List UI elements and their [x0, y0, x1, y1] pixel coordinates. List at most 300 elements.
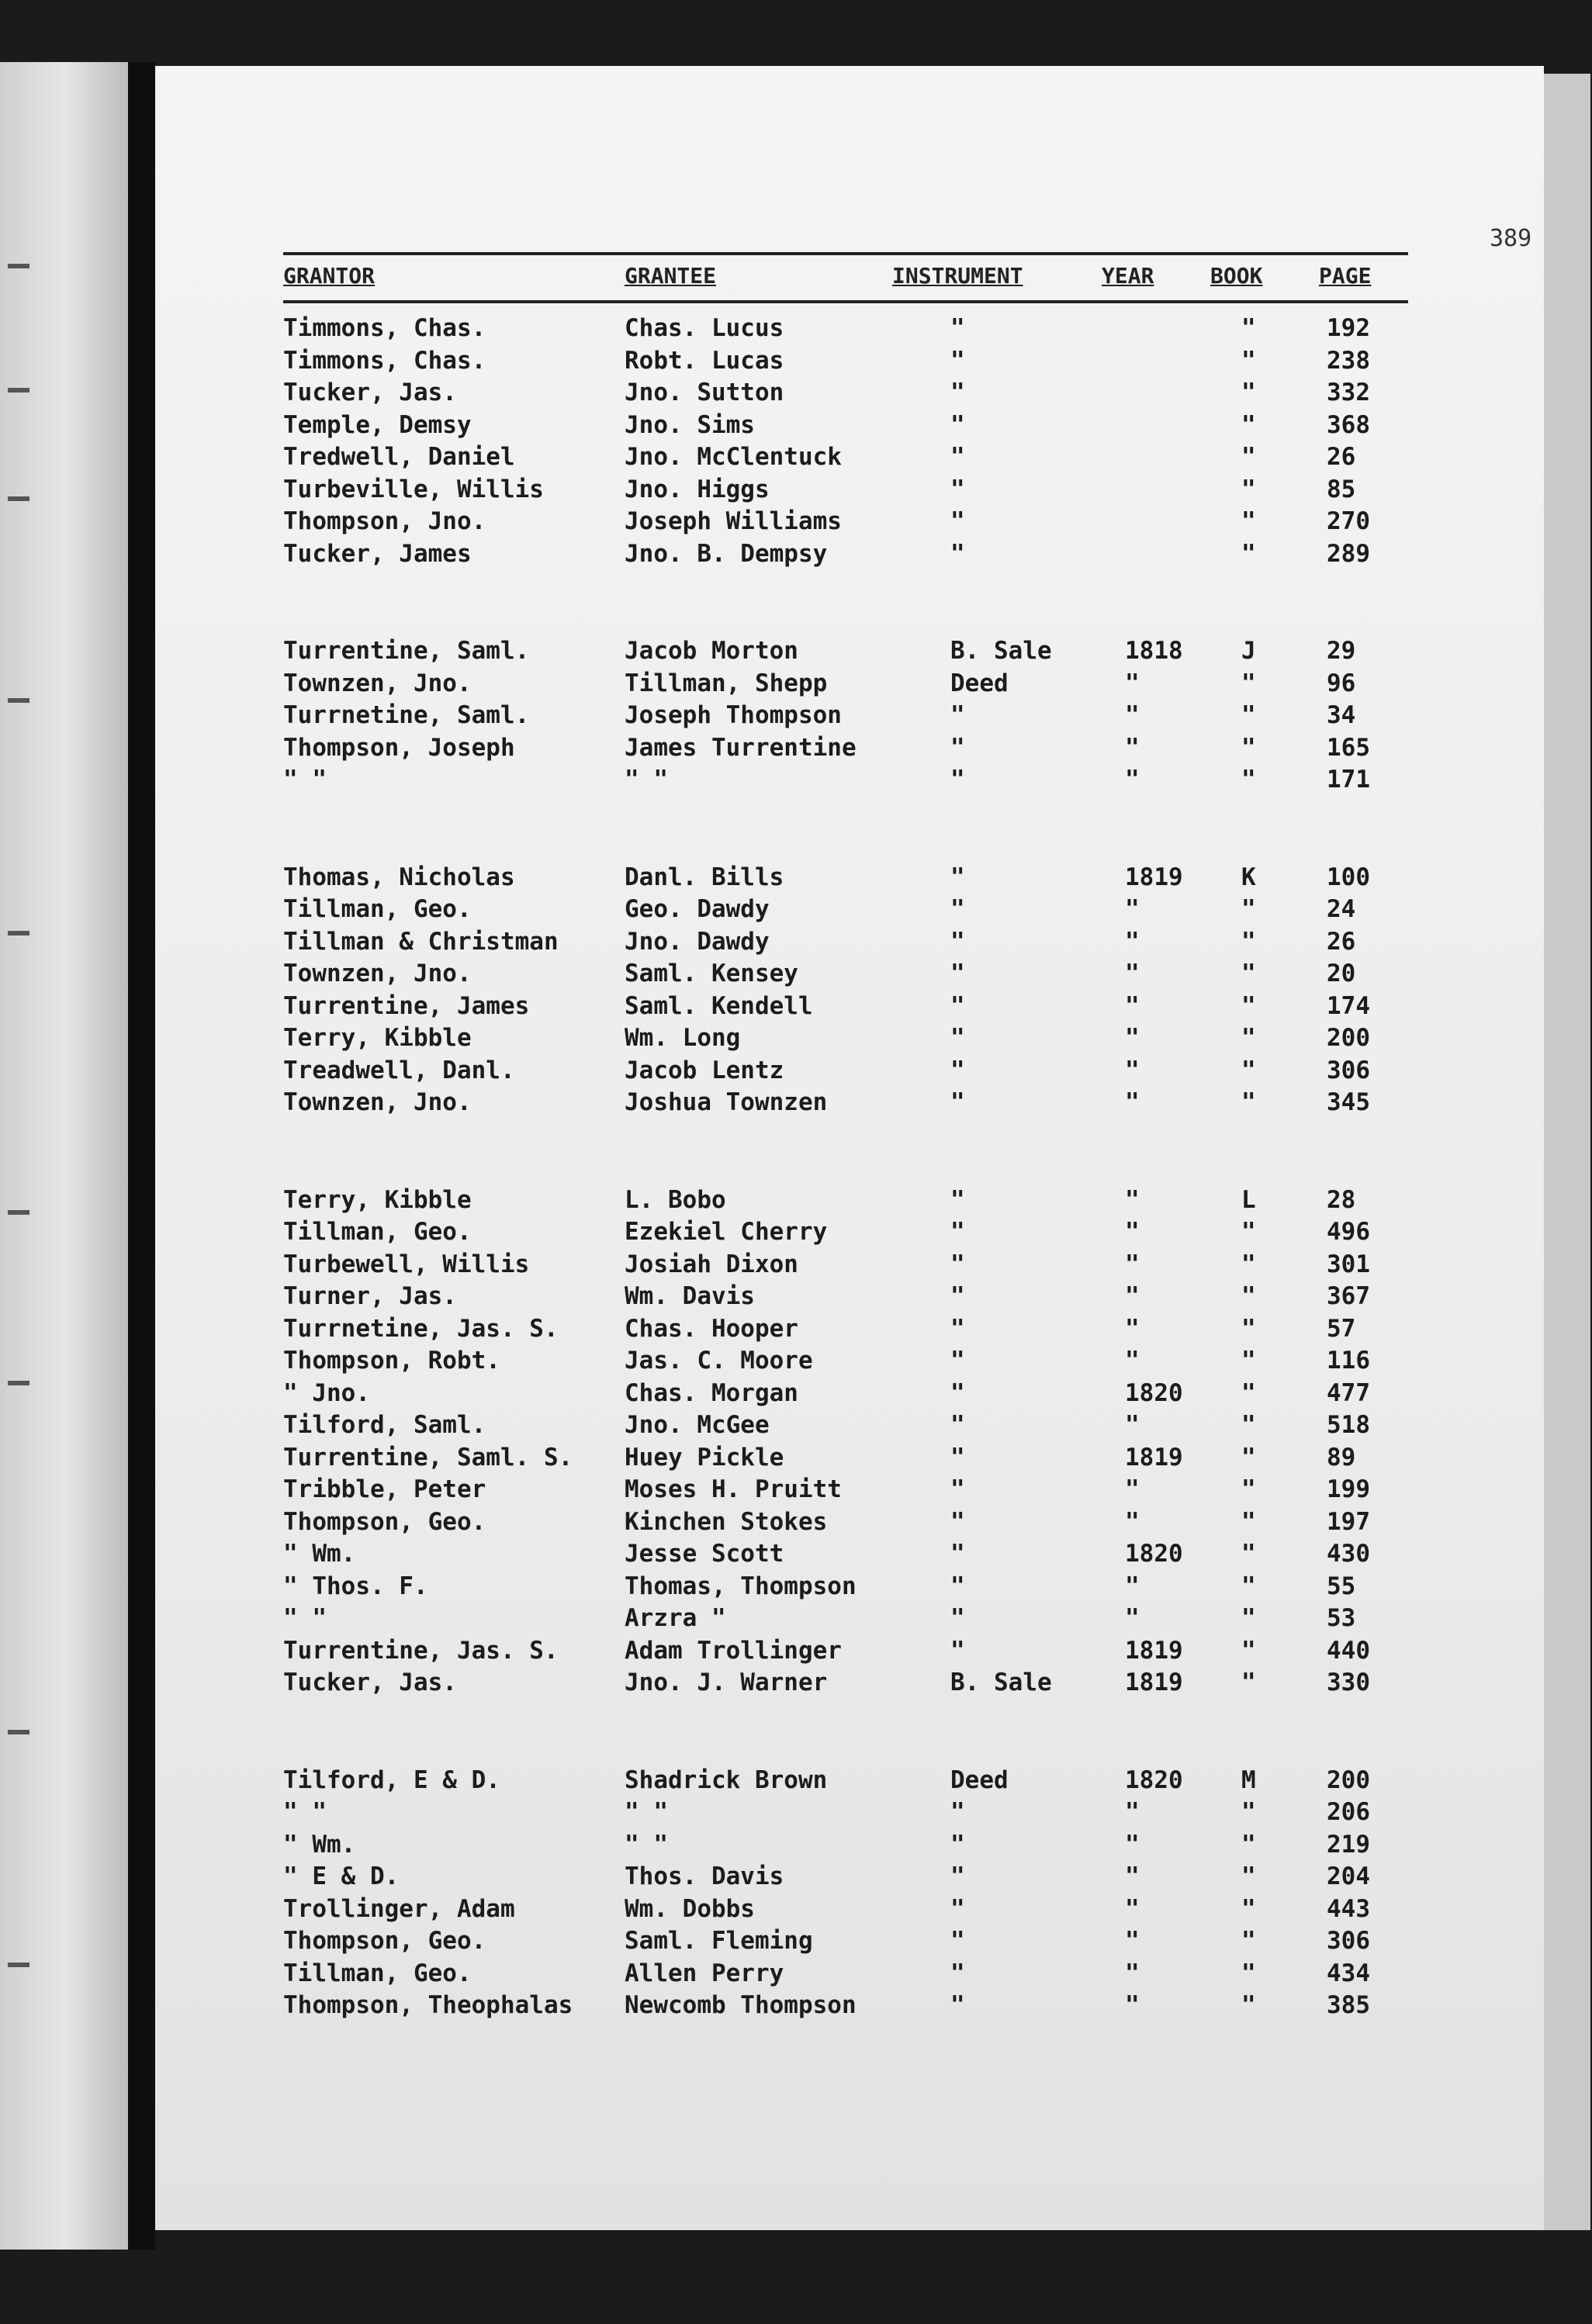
cell-grantee: Saml. Kendell [625, 991, 813, 1020]
cell-instrument: " [950, 927, 965, 956]
cell-grantee: Geo. Dawdy [625, 895, 770, 923]
cell-year: " [1125, 1862, 1140, 1890]
cell-year: 1818 [1125, 637, 1183, 665]
header-year: YEAR [1102, 263, 1154, 289]
cell-book: " [1241, 1507, 1256, 1536]
cell-book: " [1241, 669, 1256, 697]
cell-year: " [1125, 927, 1140, 956]
facing-page-mark [8, 1963, 29, 1967]
cell-grantee: Danl. Bills [625, 863, 784, 891]
table-row [283, 1379, 1447, 1410]
cell-book: " [1241, 410, 1256, 439]
header-page: PAGE [1319, 263, 1372, 289]
cell-year: " [1125, 960, 1140, 987]
cell-instrument: " [950, 960, 965, 987]
table-row [283, 1540, 1447, 1571]
cell-instrument: " [950, 539, 965, 568]
facing-page-mark [8, 1210, 29, 1215]
cell-instrument: " [950, 1798, 965, 1826]
cell-grantor: Turbeville, Willis [283, 475, 544, 503]
cell-grantee: " " [625, 1798, 668, 1826]
cell-instrument: " [950, 1540, 965, 1568]
cell-grantee: Joseph Thompson [625, 701, 842, 729]
cell-grantee: Chas. Lucus [625, 314, 784, 342]
cell-year: " [1125, 1088, 1140, 1116]
cell-grantor: Turner, Jas. [283, 1282, 457, 1310]
cell-grantor: Thompson, Theophalas [283, 1991, 573, 2019]
table-row [283, 1057, 1447, 1088]
cell-book: " [1241, 1250, 1256, 1278]
cell-book: " [1241, 733, 1256, 762]
cell-instrument: " [950, 1894, 965, 1923]
cell-book: " [1241, 701, 1256, 729]
cell-grantor: Terry, Kibble [283, 1024, 472, 1052]
cell-page: 192 [1327, 314, 1370, 342]
cell-grantee: Jacob Morton [625, 637, 798, 665]
cell-book: " [1241, 443, 1256, 471]
cell-book: K [1241, 863, 1256, 891]
cell-book: " [1241, 1056, 1256, 1084]
cell-book: " [1241, 766, 1256, 794]
cell-book: " [1241, 1540, 1256, 1568]
cell-page: 100 [1327, 863, 1370, 891]
table-row [283, 314, 1447, 345]
cell-page: 55 [1327, 1572, 1356, 1600]
cell-instrument: Deed [950, 1765, 1009, 1794]
cell-page: 332 [1327, 379, 1370, 406]
table-row [283, 1315, 1447, 1346]
cell-grantor: Thompson, Geo. [283, 1507, 486, 1536]
cell-page: 57 [1327, 1314, 1356, 1343]
cell-grantor: " Jno. [283, 1378, 370, 1407]
cell-page: 434 [1327, 1959, 1370, 1987]
cell-year: 1819 [1125, 1669, 1183, 1696]
cell-instrument: " [950, 1636, 965, 1665]
cell-year: " [1125, 669, 1140, 697]
facing-page-mark [8, 698, 29, 703]
cell-instrument: B. Sale [950, 637, 1052, 665]
cell-grantor: Townzen, Jno. [283, 669, 472, 697]
cell-year: " [1125, 701, 1140, 729]
cell-page: 238 [1327, 346, 1370, 375]
cell-grantor: Tillman, Geo. [283, 895, 472, 923]
cell-year: 1820 [1125, 1540, 1183, 1568]
cell-instrument: " [950, 1088, 965, 1116]
cell-year: " [1125, 1604, 1140, 1632]
cell-book: " [1241, 1830, 1256, 1859]
facing-page-mark [8, 1381, 29, 1385]
cell-year: " [1125, 1056, 1140, 1084]
table-row [283, 411, 1447, 442]
cell-grantor: Turrentine, Jas. S. [283, 1636, 559, 1665]
cell-grantee: Saml. Kensey [625, 960, 798, 987]
cell-instrument: " [950, 346, 965, 375]
cell-page: 443 [1327, 1894, 1370, 1923]
cell-page: 20 [1327, 960, 1356, 987]
cell-page: 345 [1327, 1088, 1370, 1116]
cell-book: " [1241, 1991, 1256, 2019]
header-grantor: GRANTOR [283, 263, 376, 289]
cell-year: " [1125, 1894, 1140, 1923]
cell-grantee: Wm. Davis [625, 1282, 755, 1310]
cell-instrument: " [950, 475, 965, 503]
table-row [283, 928, 1447, 959]
cell-instrument: " [950, 895, 965, 923]
cell-grantor: " Wm. [283, 1830, 356, 1859]
cell-grantor: Turrnetine, Jas. S. [283, 1314, 559, 1343]
cell-grantee: Arzra " [625, 1604, 726, 1632]
table-row [283, 443, 1447, 474]
cell-grantor: Turrentine, James [283, 991, 530, 1020]
cell-page: 96 [1327, 669, 1356, 697]
cell-instrument: " [950, 863, 965, 891]
cell-grantor: Tredwell, Daniel [283, 443, 515, 471]
cell-instrument: " [950, 1347, 965, 1375]
cell-grantor: Tillman & Christman [283, 927, 559, 956]
cell-grantor: Tucker, Jas. [283, 379, 457, 406]
cell-grantee: Ezekiel Cherry [625, 1218, 828, 1246]
cell-page: 200 [1327, 1765, 1370, 1794]
table-row [283, 507, 1447, 538]
table-row [283, 734, 1447, 765]
cell-page: 368 [1327, 410, 1370, 439]
cell-grantor: Tribble, Peter [283, 1475, 486, 1503]
table-row [283, 637, 1447, 668]
cell-grantor: " " [283, 1604, 327, 1632]
cell-grantor: Tillman, Geo. [283, 1959, 472, 1987]
cell-grantee: Jno. McClentuck [625, 443, 842, 471]
cell-instrument: " [950, 1282, 965, 1310]
table-row [283, 476, 1447, 507]
cell-year: " [1125, 1250, 1140, 1278]
cell-instrument: " [950, 1443, 965, 1472]
cell-grantor: Timmons, Chas. [283, 346, 486, 375]
cell-instrument: " [950, 314, 965, 342]
table-row [283, 1218, 1447, 1249]
cell-grantee: " " [625, 766, 668, 794]
cell-book: " [1241, 1572, 1256, 1600]
cell-instrument: " [950, 1218, 965, 1246]
cell-page: 204 [1327, 1862, 1370, 1890]
cell-grantee: Chas. Hooper [625, 1314, 798, 1343]
cell-grantor: Thompson, Jno. [283, 507, 486, 535]
cell-page: 174 [1327, 991, 1370, 1020]
cell-page: 26 [1327, 927, 1356, 956]
cell-page: 330 [1327, 1669, 1370, 1696]
cell-grantor: Townzen, Jno. [283, 960, 472, 987]
cell-page: 24 [1327, 895, 1356, 923]
facing-page-mark [8, 388, 29, 393]
cell-year: " [1125, 991, 1140, 1020]
cell-book: " [1241, 991, 1256, 1020]
cell-book: " [1241, 927, 1256, 956]
cell-grantee: Jno. Dawdy [625, 927, 770, 956]
cell-page: 385 [1327, 1991, 1370, 2019]
cell-grantor: " Wm. [283, 1540, 356, 1568]
cell-year: " [1125, 1024, 1140, 1052]
cell-year: " [1125, 1798, 1140, 1826]
cell-instrument: " [950, 1991, 965, 2019]
cell-book: J [1241, 637, 1256, 665]
cell-grantor: Tillman, Geo. [283, 1218, 472, 1246]
cell-instrument: " [950, 1185, 965, 1214]
cell-grantee: Thomas, Thompson [625, 1572, 857, 1600]
cell-grantor: Turrentine, Saml. S. [283, 1443, 573, 1472]
cell-grantee: Wm. Dobbs [625, 1894, 755, 1923]
cell-grantee: James Turrentine [625, 733, 857, 762]
cell-instrument: " [950, 1314, 965, 1343]
cell-grantee: L. Bobo [625, 1185, 726, 1214]
cell-book: " [1241, 1894, 1256, 1923]
cell-grantor: Turbewell, Willis [283, 1250, 530, 1278]
cell-book: " [1241, 1347, 1256, 1375]
table-row [283, 1669, 1447, 1700]
cell-book: " [1241, 475, 1256, 503]
cell-grantor: Tucker, Jas. [283, 1669, 457, 1696]
cell-book: " [1241, 1411, 1256, 1439]
cell-grantor: Townzen, Jno. [283, 1088, 472, 1116]
table-row [283, 1798, 1447, 1829]
cell-book: " [1241, 1378, 1256, 1407]
cell-instrument: " [950, 1378, 965, 1407]
table-row [283, 1347, 1447, 1378]
header-grantee: GRANTEE [625, 263, 717, 289]
cell-year: " [1125, 1927, 1140, 1955]
cell-grantee: Huey Pickle [625, 1443, 784, 1472]
table-row [283, 1862, 1447, 1893]
table-row [283, 669, 1447, 700]
cell-grantor: Turrnetine, Saml. [283, 701, 530, 729]
cell-book: " [1241, 1218, 1256, 1246]
table-row [283, 1282, 1447, 1313]
cell-instrument: " [950, 701, 965, 729]
cell-book: " [1241, 379, 1256, 406]
cell-grantee: Jno. B. Dempsy [625, 539, 828, 568]
table-row [283, 1475, 1447, 1506]
cell-grantee: Jno. Sutton [625, 379, 784, 406]
table-row [283, 1508, 1447, 1539]
cell-year: 1820 [1125, 1765, 1183, 1794]
cell-page: 430 [1327, 1540, 1370, 1568]
facing-page-mark [8, 496, 29, 501]
facing-page-edge [0, 62, 128, 2250]
cell-grantee: Jesse Scott [625, 1540, 784, 1568]
cell-year: " [1125, 1507, 1140, 1536]
cell-grantor: Thompson, Joseph [283, 733, 515, 762]
cell-year: " [1125, 1830, 1140, 1859]
cell-book: " [1241, 960, 1256, 987]
cell-year: " [1125, 1572, 1140, 1600]
cell-grantee: Josiah Dixon [625, 1250, 798, 1278]
cell-grantor: Turrentine, Saml. [283, 637, 530, 665]
cell-grantor: Tucker, James [283, 539, 472, 568]
cell-book: M [1241, 1765, 1256, 1794]
cell-book: " [1241, 1475, 1256, 1503]
cell-instrument: " [950, 1959, 965, 1987]
cell-grantor: " " [283, 766, 327, 794]
cell-page: 165 [1327, 733, 1370, 762]
cell-grantee: Shadrick Brown [625, 1765, 828, 1794]
cell-instrument: Deed [950, 669, 1009, 697]
cell-page: 197 [1327, 1507, 1370, 1536]
cell-instrument: " [950, 991, 965, 1020]
cell-book: " [1241, 1088, 1256, 1116]
cell-instrument: " [950, 1024, 965, 1052]
cell-grantor: Temple, Demsy [283, 410, 472, 439]
cell-grantee: Thos. Davis [625, 1862, 784, 1890]
cell-book: " [1241, 507, 1256, 535]
cell-book: " [1241, 1604, 1256, 1632]
cell-grantee: Moses H. Pruitt [625, 1475, 842, 1503]
table-row [283, 1250, 1447, 1281]
cell-page: 477 [1327, 1378, 1370, 1407]
cell-year: 1819 [1125, 1443, 1183, 1472]
cell-year: " [1125, 1411, 1140, 1439]
cell-book: " [1241, 346, 1256, 375]
cell-page: 89 [1327, 1443, 1356, 1472]
table-row [283, 1024, 1447, 1055]
cell-year: 1820 [1125, 1378, 1183, 1407]
page-number: 389 [1490, 225, 1532, 252]
cell-page: 28 [1327, 1185, 1356, 1214]
table-row [283, 1766, 1447, 1797]
cell-instrument: " [950, 1056, 965, 1084]
cell-grantee: Adam Trollinger [625, 1636, 842, 1665]
cell-grantee: Jno. J. Warner [625, 1669, 828, 1696]
cell-instrument: " [950, 1507, 965, 1536]
cell-page: 440 [1327, 1636, 1370, 1665]
cell-instrument: B. Sale [950, 1669, 1052, 1696]
table-row [283, 540, 1447, 571]
cell-page: 270 [1327, 507, 1370, 535]
cell-book: " [1241, 1927, 1256, 1955]
cell-instrument: " [950, 1927, 965, 1955]
cell-page: 219 [1327, 1830, 1370, 1859]
table-row [283, 1444, 1447, 1475]
cell-grantor: Tilford, Saml. [283, 1411, 486, 1439]
cell-grantee: " " [625, 1830, 668, 1859]
cell-book: " [1241, 539, 1256, 568]
cell-book: " [1241, 1282, 1256, 1310]
cell-grantor: Tilford, E & D. [283, 1765, 500, 1794]
cell-grantor: Terry, Kibble [283, 1185, 472, 1214]
cell-instrument: " [950, 1830, 965, 1859]
cell-book: " [1241, 1959, 1256, 1987]
cell-page: 34 [1327, 701, 1356, 729]
cell-year: " [1125, 1475, 1140, 1503]
table-row [283, 379, 1447, 410]
table-row [283, 1991, 1447, 2022]
cell-page: 85 [1327, 475, 1356, 503]
cell-book: " [1241, 1443, 1256, 1472]
cell-page: 171 [1327, 766, 1370, 794]
cell-grantee: Tillman, Shepp [625, 669, 828, 697]
document-page [155, 66, 1544, 2230]
cell-grantee: Wm. Long [625, 1024, 741, 1052]
cell-grantor: Thompson, Robt. [283, 1347, 500, 1375]
header-book: BOOK [1210, 263, 1263, 289]
cell-instrument: " [950, 733, 965, 762]
column-header-row [283, 252, 1408, 303]
table-row [283, 1186, 1447, 1217]
cell-book: " [1241, 1862, 1256, 1890]
cell-grantee: Robt. Lucas [625, 346, 784, 375]
table-row [283, 347, 1447, 378]
cell-grantee: Jacob Lentz [625, 1056, 784, 1084]
book-binding [128, 62, 155, 2250]
table-row [283, 1959, 1447, 1990]
cell-year: " [1125, 895, 1140, 923]
cell-grantor: " Thos. F. [283, 1572, 428, 1600]
cell-year: " [1125, 1314, 1140, 1343]
table-row [283, 1604, 1447, 1635]
cell-grantee: Jno. Higgs [625, 475, 770, 503]
sheet-edge [1544, 74, 1590, 2230]
header-instrument: INSTRUMENT [892, 263, 1023, 289]
cell-page: 53 [1327, 1604, 1356, 1632]
cell-book: " [1241, 314, 1256, 342]
cell-book: L [1241, 1185, 1256, 1214]
table-row [283, 992, 1447, 1023]
cell-grantee: Allen Perry [625, 1959, 784, 1987]
table-row [283, 1895, 1447, 1926]
cell-book: " [1241, 1024, 1256, 1052]
cell-book: " [1241, 1636, 1256, 1665]
cell-grantor: " E & D. [283, 1862, 400, 1890]
cell-instrument: " [950, 410, 965, 439]
cell-grantor: Thomas, Nicholas [283, 863, 515, 891]
cell-page: 289 [1327, 539, 1370, 568]
cell-instrument: " [950, 1572, 965, 1600]
cell-instrument: " [950, 443, 965, 471]
cell-book: " [1241, 1669, 1256, 1696]
cell-grantor: Trollinger, Adam [283, 1894, 515, 1923]
cell-year: " [1125, 733, 1140, 762]
table-row [283, 701, 1447, 732]
cell-year: " [1125, 1347, 1140, 1375]
facing-page-mark [8, 1730, 29, 1734]
cell-year: " [1125, 1185, 1140, 1214]
cell-page: 301 [1327, 1250, 1370, 1278]
cell-instrument: " [950, 1862, 965, 1890]
cell-instrument: " [950, 1250, 965, 1278]
cell-instrument: " [950, 1411, 965, 1439]
cell-year: " [1125, 1959, 1140, 1987]
cell-instrument: " [950, 1604, 965, 1632]
table-row [283, 960, 1447, 991]
cell-year: 1819 [1125, 1636, 1183, 1665]
table-row [283, 766, 1447, 797]
cell-grantee: Newcomb Thompson [625, 1991, 857, 2019]
cell-grantee: Jno. McGee [625, 1411, 770, 1439]
table-row [283, 1637, 1447, 1668]
cell-grantor: Thompson, Geo. [283, 1927, 486, 1955]
cell-page: 306 [1327, 1056, 1370, 1084]
cell-instrument: " [950, 507, 965, 535]
table-row [283, 895, 1447, 926]
cell-grantor: Treadwell, Danl. [283, 1056, 515, 1084]
facing-page-mark [8, 931, 29, 935]
cell-page: 367 [1327, 1282, 1370, 1310]
cell-year: 1819 [1125, 863, 1183, 891]
cell-year: " [1125, 1991, 1140, 2019]
cell-book: " [1241, 1798, 1256, 1826]
table-row [283, 863, 1447, 894]
cell-grantee: Jno. Sims [625, 410, 755, 439]
cell-grantee: Joseph Williams [625, 507, 842, 535]
cell-page: 496 [1327, 1218, 1370, 1246]
cell-page: 206 [1327, 1798, 1370, 1826]
